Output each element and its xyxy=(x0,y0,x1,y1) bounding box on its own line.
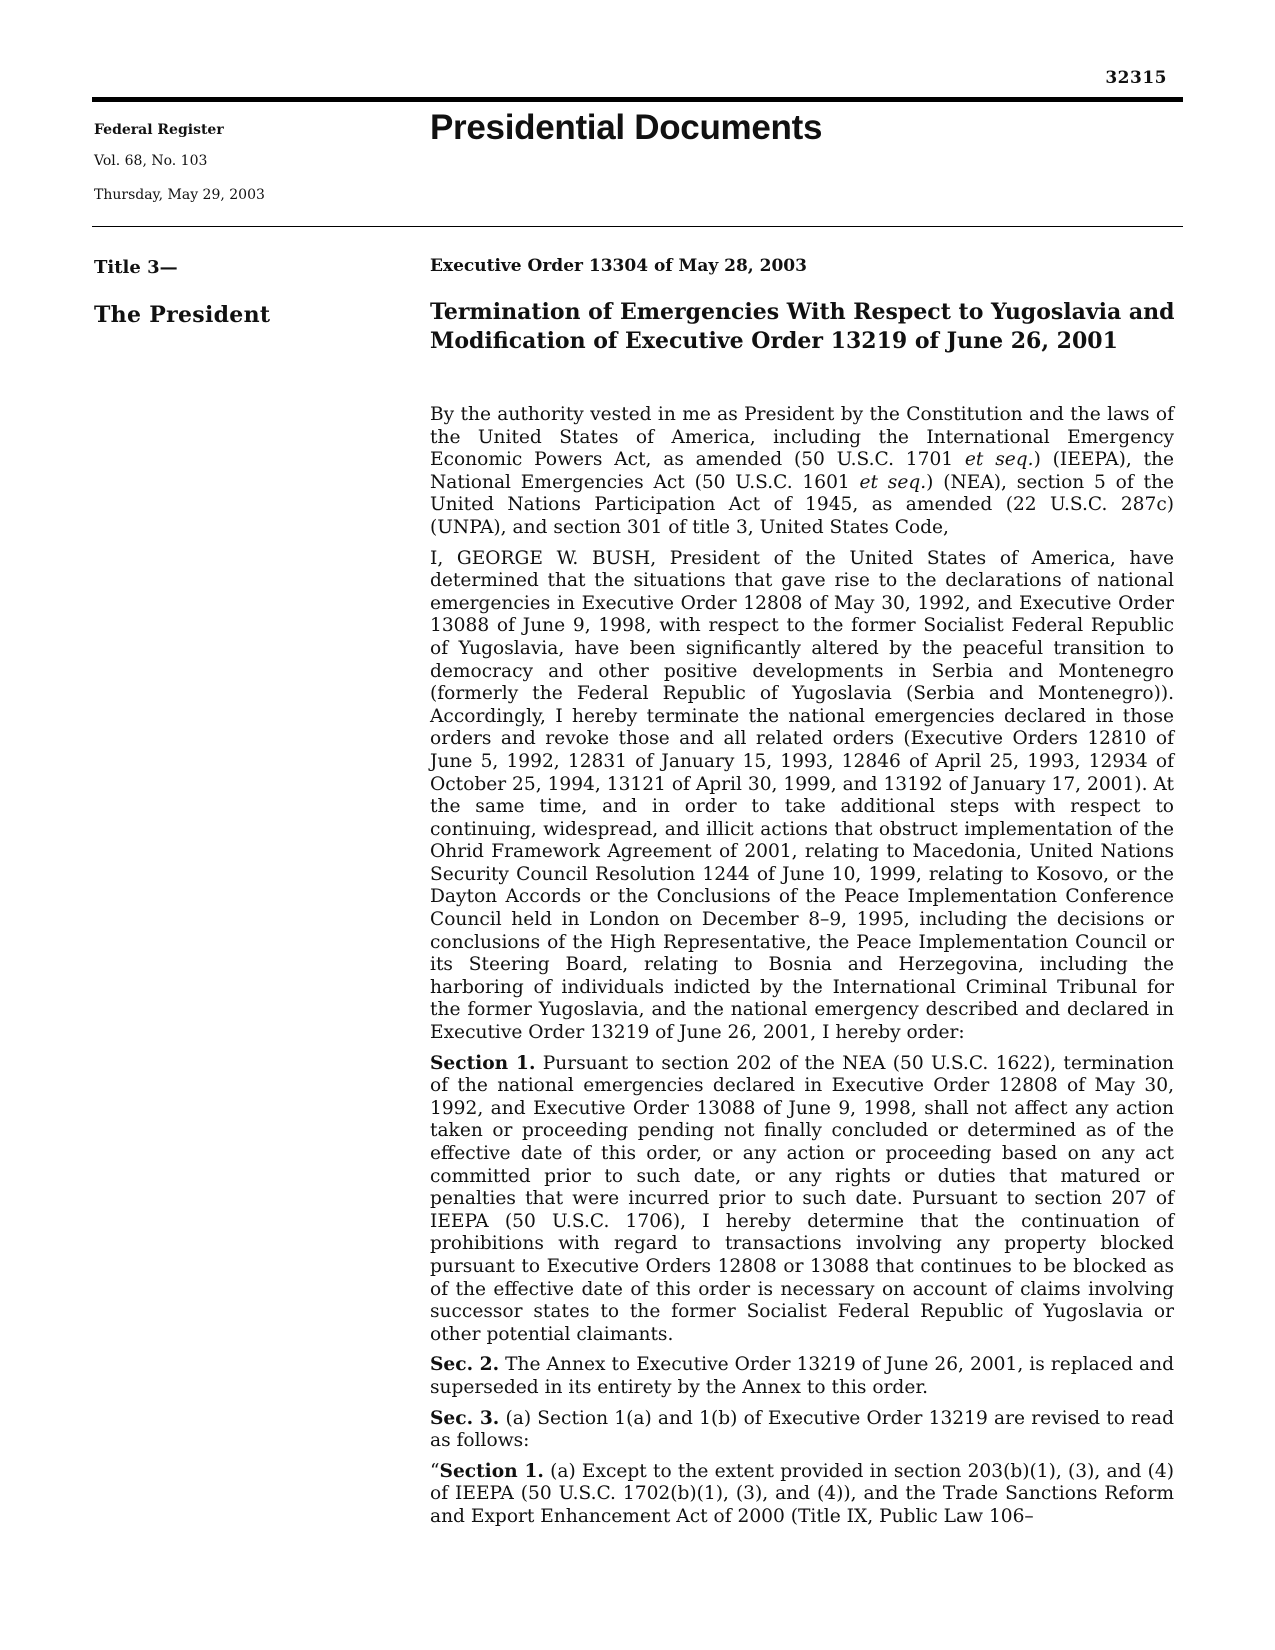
determination-paragraph: I, GEORGE W. BUSH, President of the United States of America, have determined that the situations that gave rise to the declarations of national emergencies in Executive Order 12808 of May 30, 1992, and Executive Order 13088 of June 9, 1998, with respect to the former Socialist Federal Republic of Yugoslavia, have been significantly altered by the peaceful transition to democracy and other positive developments in Serbia and Montenegro (formerly the Federal Republic of Yugoslavia (Serbia and Montenegro)). Accordingly, I hereby terminate the national emergencies declared in those orders and revoke those and all related orders (Executive Orders 12810 of June 5, 1992, 12831 of January 15, 1993, 12846 of April 25, 1993, 12934 of October 25, 1994, 13121 of April 30, 1999, and 13192 of January 17, 2001). At the same time, and in order to take additional steps with respect to continuing, widespread, and illicit actions that obstruct implementation of the Ohrid Framework Agreement of 2001, relating to Macedonia, United Nations Security Council Resolution 1244 of June 10, 1999, relating to Kosovo, or the Dayton Accords or the Conclusions of the Peace Implementation Conference Council held in London on December 8–9, 1995, including the decisions or conclusions of the High Representative, the Peace Implementation Council or its Steering Board, relating to Bosnia and Herzegovina, including the harboring of individuals indicted by the International Criminal Tribunal for the former Yugoslavia, and the national emergency described and declared in Executive Order 13219 of June 26, 2001, I hereby order: xyxy=(430,547,1174,1044)
divider-rule xyxy=(92,226,1183,227)
order-body xyxy=(430,404,1174,1537)
preamble-paragraph: By the authority vested in me as President by the Constitution and the laws of the United States of America, including the International Emergency Economic Powers Act, as amended (50 U.S.C. 1701 et seq.) (IEEPA), the National Emergencies Act (50 U.S.C. 1601 et seq.) (NEA), section 5 of the United Nations Participation Act of 1945, as amended (22 U.S.C. 287c) (UNPA), and section 301 of title 3, United States Code, xyxy=(430,404,1175,538)
volume-number: Vol. 68, No. 103 xyxy=(94,153,208,169)
section-label: Sec. 3. xyxy=(430,1407,500,1429)
section-label: Section 1. xyxy=(439,1460,544,1482)
header-rule xyxy=(92,97,1183,102)
section-label: Sec. 2. xyxy=(430,1354,500,1376)
publication-name: Federal Register xyxy=(94,122,224,138)
section-label: Section 1. xyxy=(430,1052,536,1074)
executive-order-title: Termination of Emergencies With Respect to Yugoslavia and Modification of Executive Order 13219 of June 26, 2001 xyxy=(430,299,1175,354)
section-3-paragraph: Sec. 3. (a) Section 1(a) and 1(b) of Executive Order 13219 are revised to read as follows: xyxy=(430,1407,1175,1452)
title-label: Title 3— xyxy=(94,257,178,278)
quoted-section-paragraph: “Section 1. (a) Except to the extent provided in section 203(b)(1), (3), and (4) of IEEPA (50 U.S.C. 1702(b)(1), (3), and (4)), and the Trade Sanctions Reform and Export Enhancement Act of 2000 (Title IX, Public Law 106– xyxy=(430,1460,1174,1527)
section-title: Presidential Documents xyxy=(430,108,823,147)
section-2-paragraph: Sec. 2. The Annex to Executive Order 13219 of June 26, 2001, is replaced and superseded in its entirety by the Annex to this order. xyxy=(430,1354,1174,1398)
agency-label: The President xyxy=(94,302,271,328)
executive-order-number: Executive Order 13304 of May 28, 2003 xyxy=(430,256,807,276)
section-1-paragraph: Section 1. Pursuant to section 202 of the NEA (50 U.S.C. 1622), termination of the national emergencies declared in Executive Order 12808 of May 30, 1992, and Executive Order 13088 of June 9, 1998, shall not affect any action taken or proceeding pending not finally concluded or determined as of the effective date of this order, or any action or proceeding based on any act committed prior to such date, or any rights or duties that matured or penalties that were incurred prior to such date. Pursuant to section 207 of IEEPA (50 U.S.C. 1706), I hereby determine that the continuation of prohibitions with regard to transactions involving any property blocked pursuant to Executive Orders 12808 or 13088 that continues to be blocked as of the effective date of this order is necessary on account of claims involving successor states to the former Socialist Federal Republic of Yugoslavia or other potential claimants. xyxy=(430,1052,1174,1345)
page-number: 32315 xyxy=(1105,68,1167,88)
issue-date: Thursday, May 29, 2003 xyxy=(94,187,265,203)
